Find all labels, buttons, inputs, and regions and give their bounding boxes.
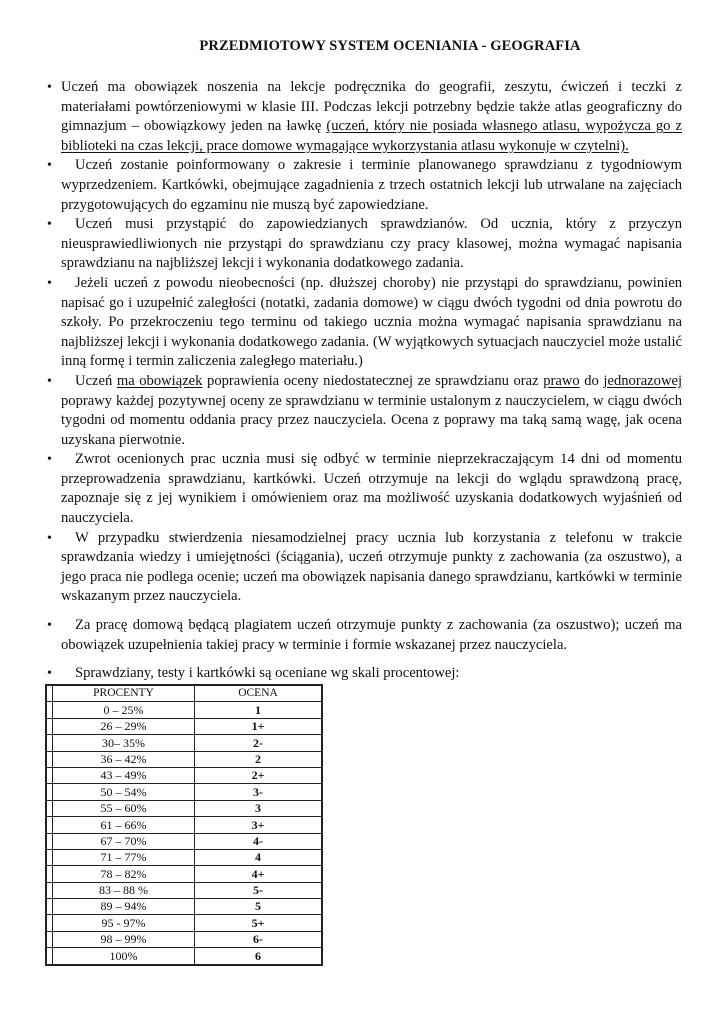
- percent-range-cell: 36 – 42%: [53, 751, 195, 767]
- rule-text: do: [579, 372, 604, 389]
- column-header-percent: PROCENTY: [53, 686, 195, 702]
- rule-item: [46, 450, 682, 528]
- rule-item: [46, 664, 682, 684]
- table-row: [47, 899, 322, 915]
- grade-cell: 1: [195, 702, 322, 718]
- percent-range-cell: 83 – 88 %: [53, 882, 195, 898]
- grade-cell: 2+: [195, 767, 322, 783]
- bullet-icon: •: [47, 373, 52, 389]
- table-row: [47, 735, 322, 751]
- rule-item: [46, 78, 682, 156]
- table-header-row: [47, 686, 322, 702]
- bullet-icon: •: [47, 618, 52, 634]
- underlined-text: jednorazowej: [603, 372, 683, 389]
- underlined-text: ma obowiązek: [116, 372, 203, 389]
- table-row: [47, 718, 322, 734]
- rule-text: Uczeń zostanie poinformowany o zakresie i terminie planowanego sprawdzianu z tygodniowym wyprzedzeniem. Kartkówki, obejmujące zagadnienia z trzech ostatnich lekcji lub utrwalane na zajęciach przygotowujących do egzaminu nie muszą być zapowiedziane.: [61, 157, 682, 213]
- percent-range-cell: 78 – 82%: [53, 866, 195, 882]
- grade-cell: 2-: [195, 735, 322, 751]
- rule-item: [46, 274, 682, 372]
- grade-cell: 5+: [195, 915, 322, 931]
- percent-range-cell: 98 – 99%: [53, 931, 195, 947]
- grade-cell: 4-: [195, 833, 322, 849]
- rule-text: W przypadku stwierdzenia niesamodzielnej pracy ucznia lub korzystania z telefonu w trakcie sprawdzania wiedzy i umiejętności (ściągania), uczeń otrzymuje punkty z zachowania (za oszustwo), a jego praca nie podlega ocenie; uczeń ma obowiązek napisania danego sprawdzianu, kartkówki w terminie wskazanym przez nauczyciela.: [61, 529, 682, 605]
- rule-item: [46, 156, 682, 215]
- grade-cell: 2: [195, 751, 322, 767]
- grade-cell: 5-: [195, 882, 322, 898]
- rule-text: Uczeń ma obowiązek noszenia na lekcje podręcznika do geografii, zeszytu, ćwiczeń i teczki z materiałami powtórzeniowymi w klasie III. Podczas lekcji potrzebny będzie także atlas geograficzny do gimnazjum – obowiązkowy jeden na ławkę: [61, 79, 682, 135]
- table-row: [47, 882, 322, 898]
- grade-cell: 5: [195, 899, 322, 915]
- rules-list: [46, 78, 682, 684]
- underlined-text: prawo: [543, 372, 580, 389]
- rule-item: [46, 616, 682, 655]
- bullet-icon: •: [47, 666, 52, 682]
- rule-item: [46, 372, 682, 450]
- grade-cell: 3+: [195, 817, 322, 833]
- table-row: [47, 817, 322, 833]
- rule-text: Uczeń: [75, 372, 117, 389]
- table-row: [47, 702, 322, 718]
- page-title: PRZEDMIOTOWY SYSTEM OCENIANIA - GEOGRAFIA: [199, 38, 581, 54]
- rule-text: Uczeń musi przystąpić do zapowiedzianych sprawdzianów. Od ucznia, który z przyczyn nieusprawiedliwionych nie przystąpi do sprawdzianu czy pracy klasowej, można wymagać napisania sprawdzianu na najbliższej lekcji i wykonania dodatkowego zadania.: [61, 216, 682, 272]
- percent-range-cell: 30– 35%: [53, 735, 195, 751]
- grade-cell: 1+: [195, 718, 322, 734]
- grade-table-body: [47, 702, 322, 964]
- bullet-icon: •: [47, 80, 52, 95]
- grade-cell: 3: [195, 800, 322, 816]
- table-row: [47, 948, 322, 964]
- table-row: [47, 849, 322, 865]
- table-row: [47, 915, 322, 931]
- percent-range-cell: 89 – 94%: [53, 899, 195, 915]
- percent-range-cell: 95 - 97%: [53, 915, 195, 931]
- grade-cell: 3-: [195, 784, 322, 800]
- column-header-grade: OCENA: [195, 686, 322, 702]
- grade-cell: 4+: [195, 866, 322, 882]
- rule-text: Za pracę domową będącą plagiatem uczeń otrzymuje punkty z zachowania (za oszustwo); uczeń ma obowiązek uzupełnienia takiej pracy w terminie i formie wskazanej przez nauczyciela.: [61, 617, 682, 653]
- grade-cell: 4: [195, 849, 322, 865]
- bullet-icon: •: [47, 217, 52, 233]
- bullet-icon: •: [47, 530, 52, 546]
- rule-item: [46, 529, 682, 607]
- percent-range-cell: 26 – 29%: [53, 718, 195, 734]
- table-row: [47, 751, 322, 767]
- table-row: [47, 800, 322, 816]
- underlined-text: (uczeń, który nie posiada własnego atlasu, wypożycza go z biblioteki na czas lekcji, prace domowe wymagające wykorzystania atlasu wykonuje w czytelni).: [61, 118, 682, 154]
- rule-text: Sprawdziany, testy i kartkówki są oceniane wg skali procentowej:: [75, 665, 460, 682]
- rule-text: poprawienia oceny niedostatecznej ze sprawdzianu oraz: [202, 372, 544, 389]
- rule-text: Zwrot ocenionych prac ucznia musi się odbyć w terminie nieprzekraczającym 14 dni od momentu przeprowadzenia sprawdzianu, kartkówki. Uczeń otrzymuje na lekcji do wglądu sprawdzoną pracę, zapoznaje się z jej wynikiem i omówieniem oraz ma możliwość uzyskania dodatkowych wyjaśnień od nauczyciela.: [61, 451, 682, 527]
- table-row: [47, 866, 322, 882]
- table-row: [47, 784, 322, 800]
- grade-cell: 6: [195, 948, 322, 964]
- percent-range-cell: 50 – 54%: [53, 784, 195, 800]
- table-row: [47, 833, 322, 849]
- percent-range-cell: 67 – 70%: [53, 833, 195, 849]
- table-row: [47, 931, 322, 947]
- grade-cell: 6-: [195, 931, 322, 947]
- percent-range-cell: 71 – 77%: [53, 849, 195, 865]
- percent-range-cell: 61 – 66%: [53, 817, 195, 833]
- percent-range-cell: 55 – 60%: [53, 800, 195, 816]
- grade-scale-table: [46, 685, 322, 965]
- table-row: [47, 767, 322, 783]
- percent-range-cell: 100%: [53, 948, 195, 964]
- bullet-icon: •: [47, 158, 52, 174]
- percent-range-cell: 43 – 49%: [53, 767, 195, 783]
- bullet-icon: •: [47, 452, 52, 468]
- bullet-icon: •: [47, 275, 52, 291]
- rule-text: Jeżeli uczeń z powodu nieobecności (np. dłuższej choroby) nie przystąpi do sprawdzianu, powinien napisać go i uzupełnić zaległości (notatki, zadania domowe) w ciągu dwóch tygodni od dnia powrotu do szkoły. Po przekroczeniu tego terminu od takiego ucznia można wymagać napisania sprawdzianu na najbliższej lekcji i wykonania dodatkowego zadania. (W wyjątkowych sytuacjach nauczyciel może ustalić inną formę i termin zaliczenia zaległego materiału.): [61, 274, 682, 370]
- percent-range-cell: 0 – 25%: [53, 702, 195, 718]
- rule-text: poprawy każdej pozytywnej oceny ze sprawdzianu w terminie ustalonym z nauczycielem, w ciągu dwóch tygodni od momentu oddania pracy przez nauczyciela. Ocena z poprawy ma taką samą wagę, jak ocena uzyskana pierwotnie.: [61, 392, 682, 448]
- rule-item: [46, 215, 682, 274]
